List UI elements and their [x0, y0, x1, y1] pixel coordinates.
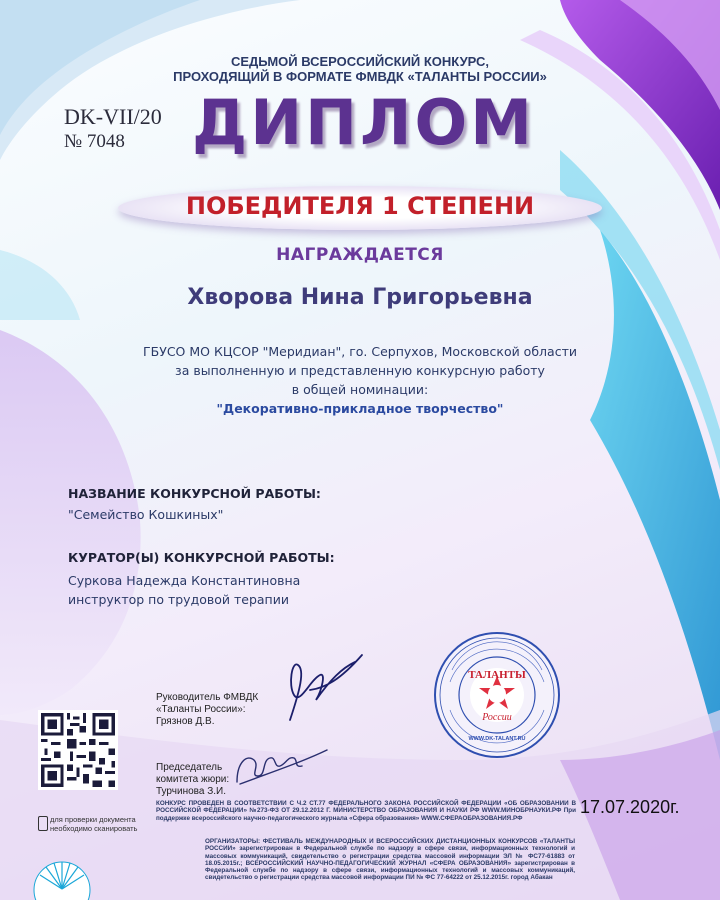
- header-line-1: СЕДЬМОЙ ВСЕРОССИЙСКИЙ КОНКУРС,: [230, 54, 489, 69]
- head-org: «Таланты России»:: [156, 704, 246, 715]
- jury-signature: [232, 742, 332, 792]
- diploma-number: № 7048: [64, 131, 125, 152]
- qr-code[interactable]: [38, 710, 118, 790]
- organizers-fine-print: ОРГАНИЗАТОРЫ: ФЕСТИВАЛЬ МЕЖДУНАРОДНЫХ И ВСЕРОССИЙСКИХ ДИСТАНЦИОННЫХ КОНКУРСОВ «ТАЛАНТЫ РОССИИ» зарегистрирован в Федеральной службе по надзору в сфере связи, информационных технологий и массовых коммуникаций, свидетельство о регистрации средства массовой информации ЭЛ № ФС77-61883 от 18.05.2015г.; ВСЕРОССИЙСКИЙ НАУЧНО-ПЕДАГОГИЧЕСКИЙ ЖУРНАЛ «СФЕРА ОБРАЗОВАНИЯ» зарегистрирован в Федеральной службе по надзору в сфере связи, информационных технологий и массовых коммуникаций, свидетельство о регистрации средства массовой информации ПИ № ФС 77-64222 от 25.12.2015г. город Абакан: [205, 838, 575, 882]
- curator-position: инструктор по трудовой терапии: [68, 592, 289, 607]
- legal-fine-print: КОНКУРС ПРОВЕДЕН В СООТВЕТСТВИИ С Ч.2 СТ.77 ФЕДЕРАЛЬНОГО ЗАКОНА РОССИЙСКОЙ ФЕДЕРАЦИИ «ОБ ОБРАЗОВАНИИ В РОССИЙСКОЙ ФЕДЕРАЦИИ» №273-ФЗ ОТ 29.12.2012 Г. МИНИСТЕРСТВО ОБРАЗОВАНИЯ И НАУКИ РФ WWW.МИНОБРНАУКИ.РФ При поддержке всероссийского научно-педагогического журнала «Сфера образования» WWW.СФЕРАОБРАЗОВАНИЯ.РФ: [156, 800, 576, 822]
- qr-note: [50, 815, 137, 833]
- sphere-logo: [32, 855, 92, 900]
- jury-org: комитета жюри:: [156, 774, 230, 785]
- official-stamp: [432, 630, 562, 760]
- curator-label: КУРАТОР(Ы) КОНКУРСНОЙ РАБОТЫ:: [68, 550, 335, 565]
- qr-note-line-2: необходимо сканировать: [50, 824, 138, 833]
- recipient-name: Хворова Нина Григорьевна: [187, 285, 533, 310]
- diploma-title: ДИПЛОМ: [192, 86, 535, 159]
- qr-note-line-1: для проверки документа: [50, 815, 136, 824]
- phone-icon: [38, 816, 48, 831]
- awarded-label: НАГРАЖДАЕТСЯ: [276, 245, 444, 265]
- jury-signature-label: [156, 762, 229, 798]
- stamp-site: WWW.DK-TALANT.RU: [468, 736, 526, 742]
- stamp-title: ТАЛАНТЫ: [468, 669, 526, 681]
- for-work-line: за выполненную и представленную конкурсную работу: [175, 363, 545, 378]
- curator-name: Суркова Надежда Константиновна: [68, 573, 301, 588]
- work-title-value: "Семейство Кошкиных": [68, 507, 224, 522]
- head-name: Грязнов Д.В.: [156, 716, 215, 727]
- jury-name: Турчинова З.И.: [156, 786, 226, 797]
- head-title: Руководитель ФМВДК: [156, 692, 259, 703]
- stamp-subtitle: России: [482, 712, 512, 723]
- organization-name: ГБУСО МО КЦСОР "Меридиан", го. Серпухов, Московской области: [143, 344, 577, 359]
- contest-header: [150, 54, 570, 84]
- nomination-name: "Декоративно-прикладное творчество": [216, 401, 504, 416]
- issue-date: 17.07.2020г.: [580, 797, 680, 817]
- organization-block: [0, 342, 720, 418]
- header-line-2: ПРОХОДЯЩИЙ В ФОРМАТЕ ФМВДК «ТАЛАНТЫ РОССИИ»: [173, 69, 547, 84]
- head-signature-label: [156, 692, 258, 728]
- work-title-label: НАЗВАНИЕ КОНКУРСНОЙ РАБОТЫ:: [68, 486, 321, 501]
- head-signature: [280, 650, 370, 730]
- nomination-intro: в общей номинации:: [291, 382, 429, 397]
- series-code: DK-VII/20: [64, 104, 162, 129]
- rank-text: ПОБЕДИТЕЛЯ 1 СТЕПЕНИ: [185, 192, 535, 220]
- jury-title: Председатель: [156, 762, 223, 773]
